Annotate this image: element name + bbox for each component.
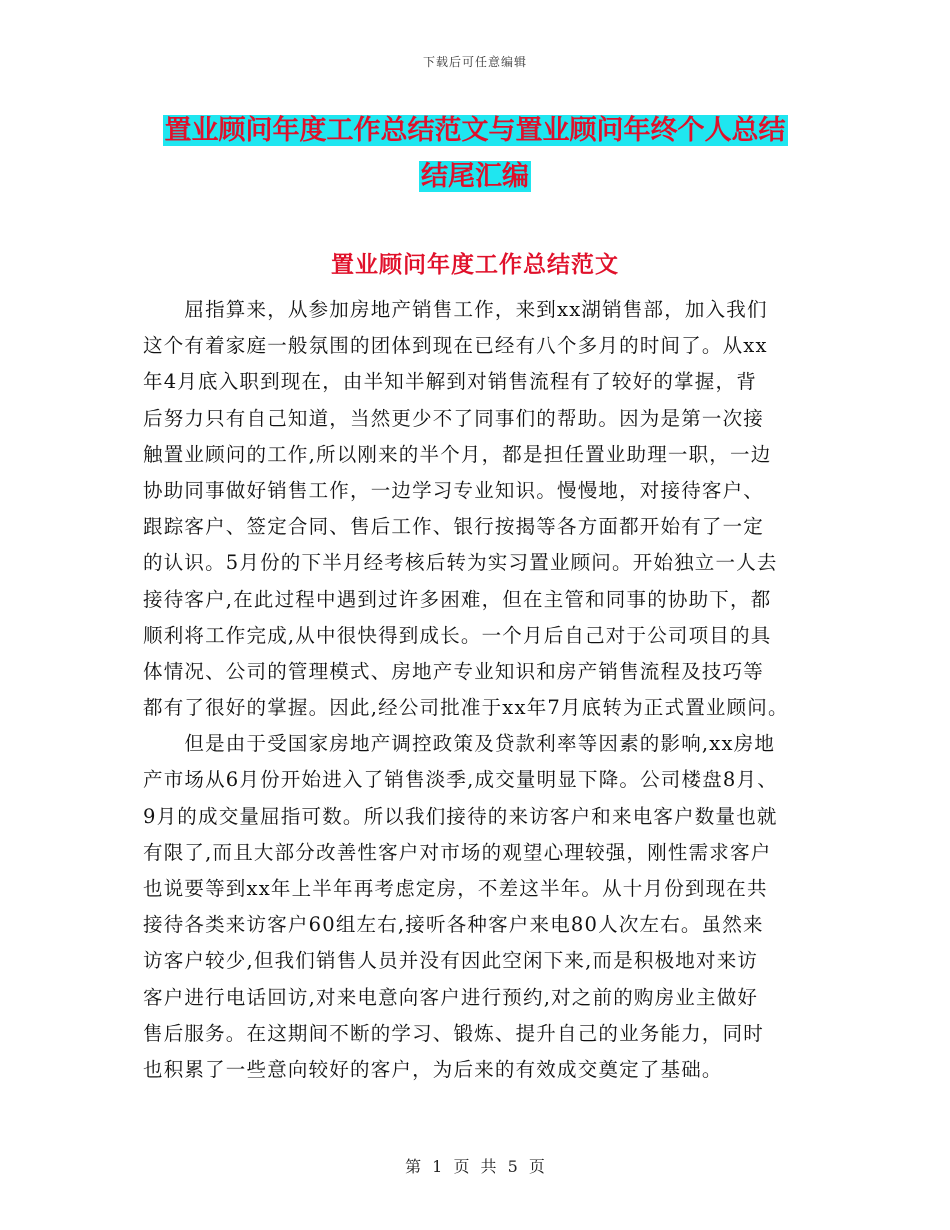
text-line: 的认识。5月份的下半月经考核后转为实习置业顾问。开始独立一人去 bbox=[143, 551, 778, 575]
text-line: 体情况、公司的管理模式、房地产专业知识和房产销售流程及技巧等 bbox=[143, 659, 765, 683]
text-line: 客户进行电话回访,对来电意向客户进行预约,对之前的购房业主做好 bbox=[143, 985, 759, 1009]
text-line: 也积累了一些意向较好的客户，为后来的有效成交奠定了基础。 bbox=[143, 1057, 723, 1081]
text-line: 屈指算来，从参加房地产销售工作，来到xx湖销售部，加入我们 bbox=[143, 298, 768, 321]
document-title-line-2 bbox=[0, 154, 950, 200]
text-line: 有限了,而且大部分改善性客户对市场的观望心理较强，刚性需求客户 bbox=[143, 840, 772, 864]
body-text bbox=[143, 292, 823, 1088]
text-line: 接待各类来访客户60组左右,接听各种客户来电80人次左右。虽然来 bbox=[143, 913, 764, 937]
text-line: 都有了很好的掌握。因此,经公司批准于xx年7月底转为正式置业顾问。 bbox=[143, 696, 789, 720]
text-line: 协助同事做好销售工作，一边学习专业知识。慢慢地，对接待客户、 bbox=[143, 478, 765, 502]
document-title bbox=[0, 108, 950, 200]
page-footer: 第 1 页 共 5 页 bbox=[405, 1157, 545, 1176]
text-line: 这个有着家庭一般氛围的团体到现在已经有八个多月的时间了。从xx bbox=[143, 334, 768, 358]
text-line: 顺利将工作完成,从中很快得到成长。一个月后自己对于公司项目的具 bbox=[143, 623, 772, 647]
text-line: 跟踪客户、签定合同、售后工作、银行按揭等各方面都开始有了一定 bbox=[143, 515, 765, 539]
document-title-line-1 bbox=[0, 108, 950, 154]
text-line: 年4月底入职到现在，由半知半解到对销售流程有了较好的掌握，背 bbox=[143, 370, 757, 394]
text-line: 9月的成交量屈指可数。所以我们接待的来访客户和来电客户数量也就 bbox=[143, 804, 778, 828]
text-line: 后努力只有自己知道，当然更少不了同事们的帮助。因为是第一次接 bbox=[143, 406, 765, 430]
text-line: 但是由于受国家房地产调控政策及贷款利率等因素的影响,xx房地 bbox=[143, 732, 776, 756]
text-line: 产市场从6月份开始进入了销售淡季,成交量明显下降。公司楼盘8月、 bbox=[143, 768, 778, 792]
header-note: 下载后可任意编辑 bbox=[422, 55, 527, 69]
text-line: 触置业顾问的工作,所以刚来的半个月，都是担任置业助理一职，一边 bbox=[143, 442, 772, 466]
section-title: 置业顾问年度工作总结范文 bbox=[331, 251, 619, 278]
title-highlight-2: 结尾汇编 bbox=[421, 161, 529, 192]
title-highlight-1: 置业顾问年度工作总结范文与置业顾问年终个人总结 bbox=[164, 115, 786, 146]
text-line: 也说要等到xx年上半年再考虑定房，不差这半年。从十月份到现在共 bbox=[143, 877, 768, 900]
text-line: 售后服务。在这期间不断的学习、锻炼、提升自己的业务能力，同时 bbox=[143, 1021, 765, 1045]
text-line: 接待客户,在此过程中遇到过许多困难，但在主管和同事的协助下，都 bbox=[143, 587, 772, 611]
text-line: 访客户较少,但我们销售人员并没有因此空闲下来,而是积极地对来访 bbox=[143, 949, 759, 973]
